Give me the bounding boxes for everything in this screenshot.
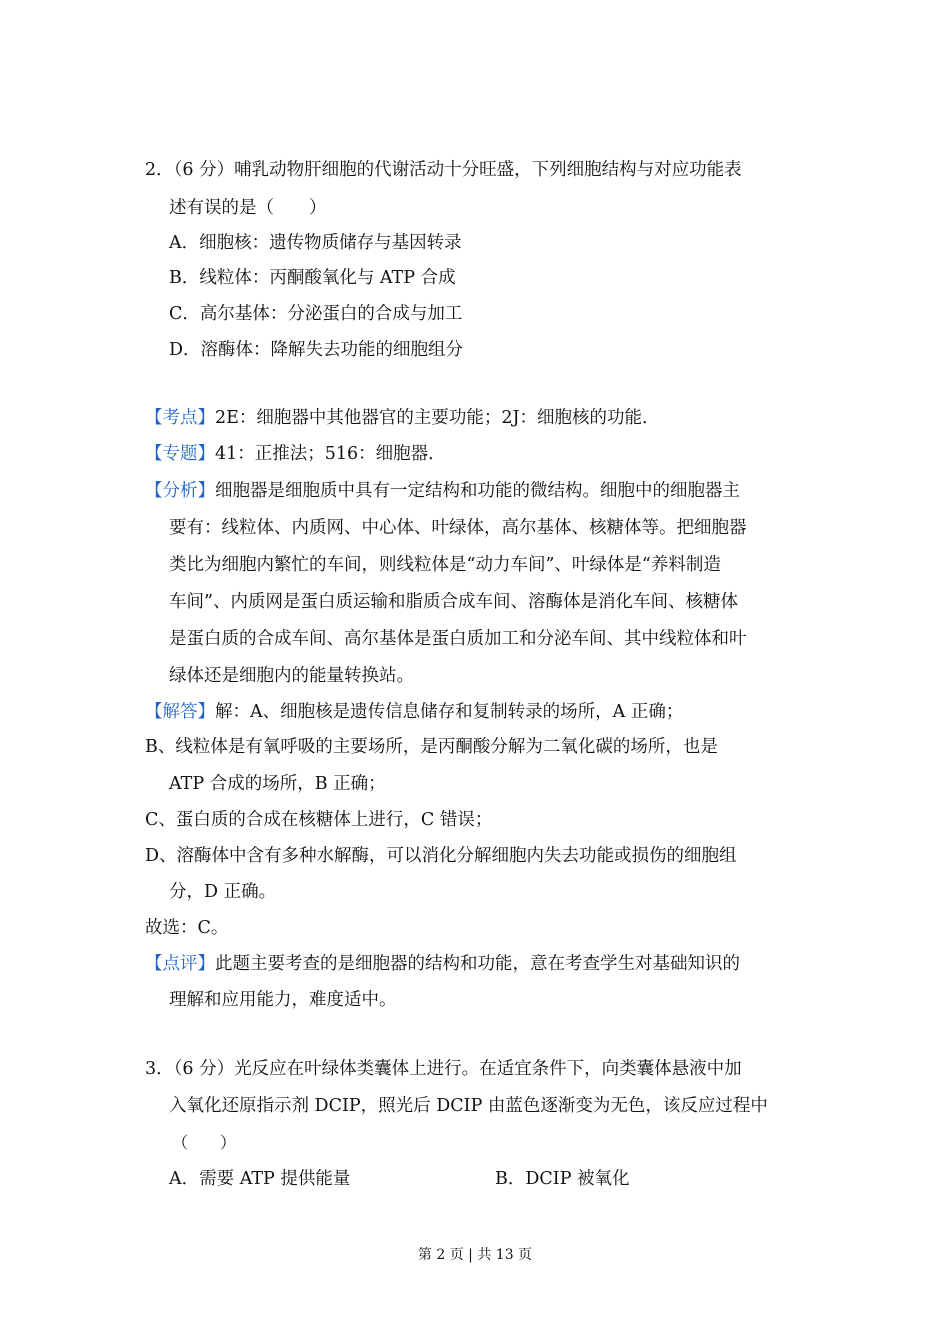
- q3-stem-line-2: 入氧化还原指示剂 DCIP，照光后 DCIP 由蓝色逐渐变为无色，该反应过程中: [169, 1096, 768, 1116]
- jieda-d-line-2: 分，D 正确。: [169, 882, 277, 902]
- dianping-tag: 【点评】: [145, 954, 215, 974]
- fenxi-line-5: 是蛋白质的合成车间、高尔基体是蛋白质加工和分泌车间、其中线粒体和叶: [169, 629, 747, 649]
- q3-stem-line-1: 3．（6 分）光反应在叶绿体类囊体上进行。在适宜条件下，向类囊体悬液中加: [145, 1059, 742, 1079]
- kaodian-tag: 【考点】: [145, 408, 215, 428]
- q2-option-c: C．高尔基体：分泌蛋白的合成与加工: [169, 304, 463, 324]
- jieda-b-line-1: B、线粒体是有氧呼吸的主要场所，是丙酮酸分解为二氧化碳的场所，也是: [145, 737, 718, 757]
- jieda-text-1: 解：A、细胞核是遗传信息储存和复制转录的场所，A 正确；: [215, 702, 684, 722]
- jieda-tag: 【解答】: [145, 702, 215, 722]
- dianping-text-1: 此题主要考查的是细胞器的结构和功能，意在考查学生对基础知识的: [215, 954, 740, 974]
- jieda-d-line-1: D、溶酶体中含有多种水解酶，可以消化分解细胞内失去功能或损伤的细胞组: [145, 846, 737, 866]
- page-footer: 第 2 页 | 共 13 页: [417, 1247, 533, 1263]
- fenxi-line-1: [145, 479, 740, 503]
- q2-option-b: B．线粒体：丙酮酸氧化与 ATP 合成: [169, 268, 456, 288]
- fenxi-line-6: 绿体还是细胞内的能量转换站。: [169, 666, 414, 686]
- zhuanti-tag: 【专题】: [145, 444, 215, 464]
- dianping-line-2: 理解和应用能力，难度适中。: [169, 990, 397, 1010]
- q3-option-b: B．DCIP 被氧化: [495, 1169, 630, 1189]
- jieda-line-1: [145, 700, 683, 724]
- fenxi-text-1: 细胞器是细胞质中具有一定结构和功能的微结构。细胞中的细胞器主: [215, 481, 740, 501]
- q2-stem-line-1: 2．（6 分）哺乳动物肝细胞的代谢活动十分旺盛，下列细胞结构与对应功能表: [145, 160, 742, 180]
- fenxi-line-2: 要有：线粒体、内质网、中心体、叶绿体，高尔基体、核糖体等。把细胞器: [169, 518, 747, 538]
- zhuanti-line: [145, 442, 446, 466]
- dianping-line-1: [145, 952, 740, 976]
- kaodian-text: 2E：细胞器中其他器官的主要功能；2J：细胞核的功能．: [215, 408, 660, 428]
- fenxi-tag: 【分析】: [145, 481, 215, 501]
- fenxi-line-4: 车间”、内质网是蛋白质运输和脂质合成车间、溶酶体是消化车间、核糖体: [169, 592, 738, 612]
- fenxi-line-3: 类比为细胞内繁忙的车间，则线粒体是“动力车间”、叶绿体是“养料制造: [169, 555, 721, 575]
- q2-stem-line-2: 述有误的是（ ）: [169, 198, 327, 218]
- jieda-answer: 故选：C。: [145, 918, 229, 938]
- q3-option-a: A．需要 ATP 提供能量: [169, 1169, 351, 1189]
- kaodian-line: [145, 406, 660, 430]
- jieda-c-line: C、蛋白质的合成在核糖体上进行，C 错误；: [145, 810, 493, 830]
- zhuanti-text: 41：正推法；516：细胞器．: [215, 444, 446, 464]
- q2-option-d: D．溶酶体：降解失去功能的细胞组分: [169, 340, 464, 360]
- jieda-b-line-2: ATP 合成的场所，B 正确；: [169, 774, 386, 794]
- q3-stem-line-3: （ ）: [172, 1133, 237, 1152]
- q2-option-a: A．细胞核：遗传物质储存与基因转录: [169, 233, 462, 253]
